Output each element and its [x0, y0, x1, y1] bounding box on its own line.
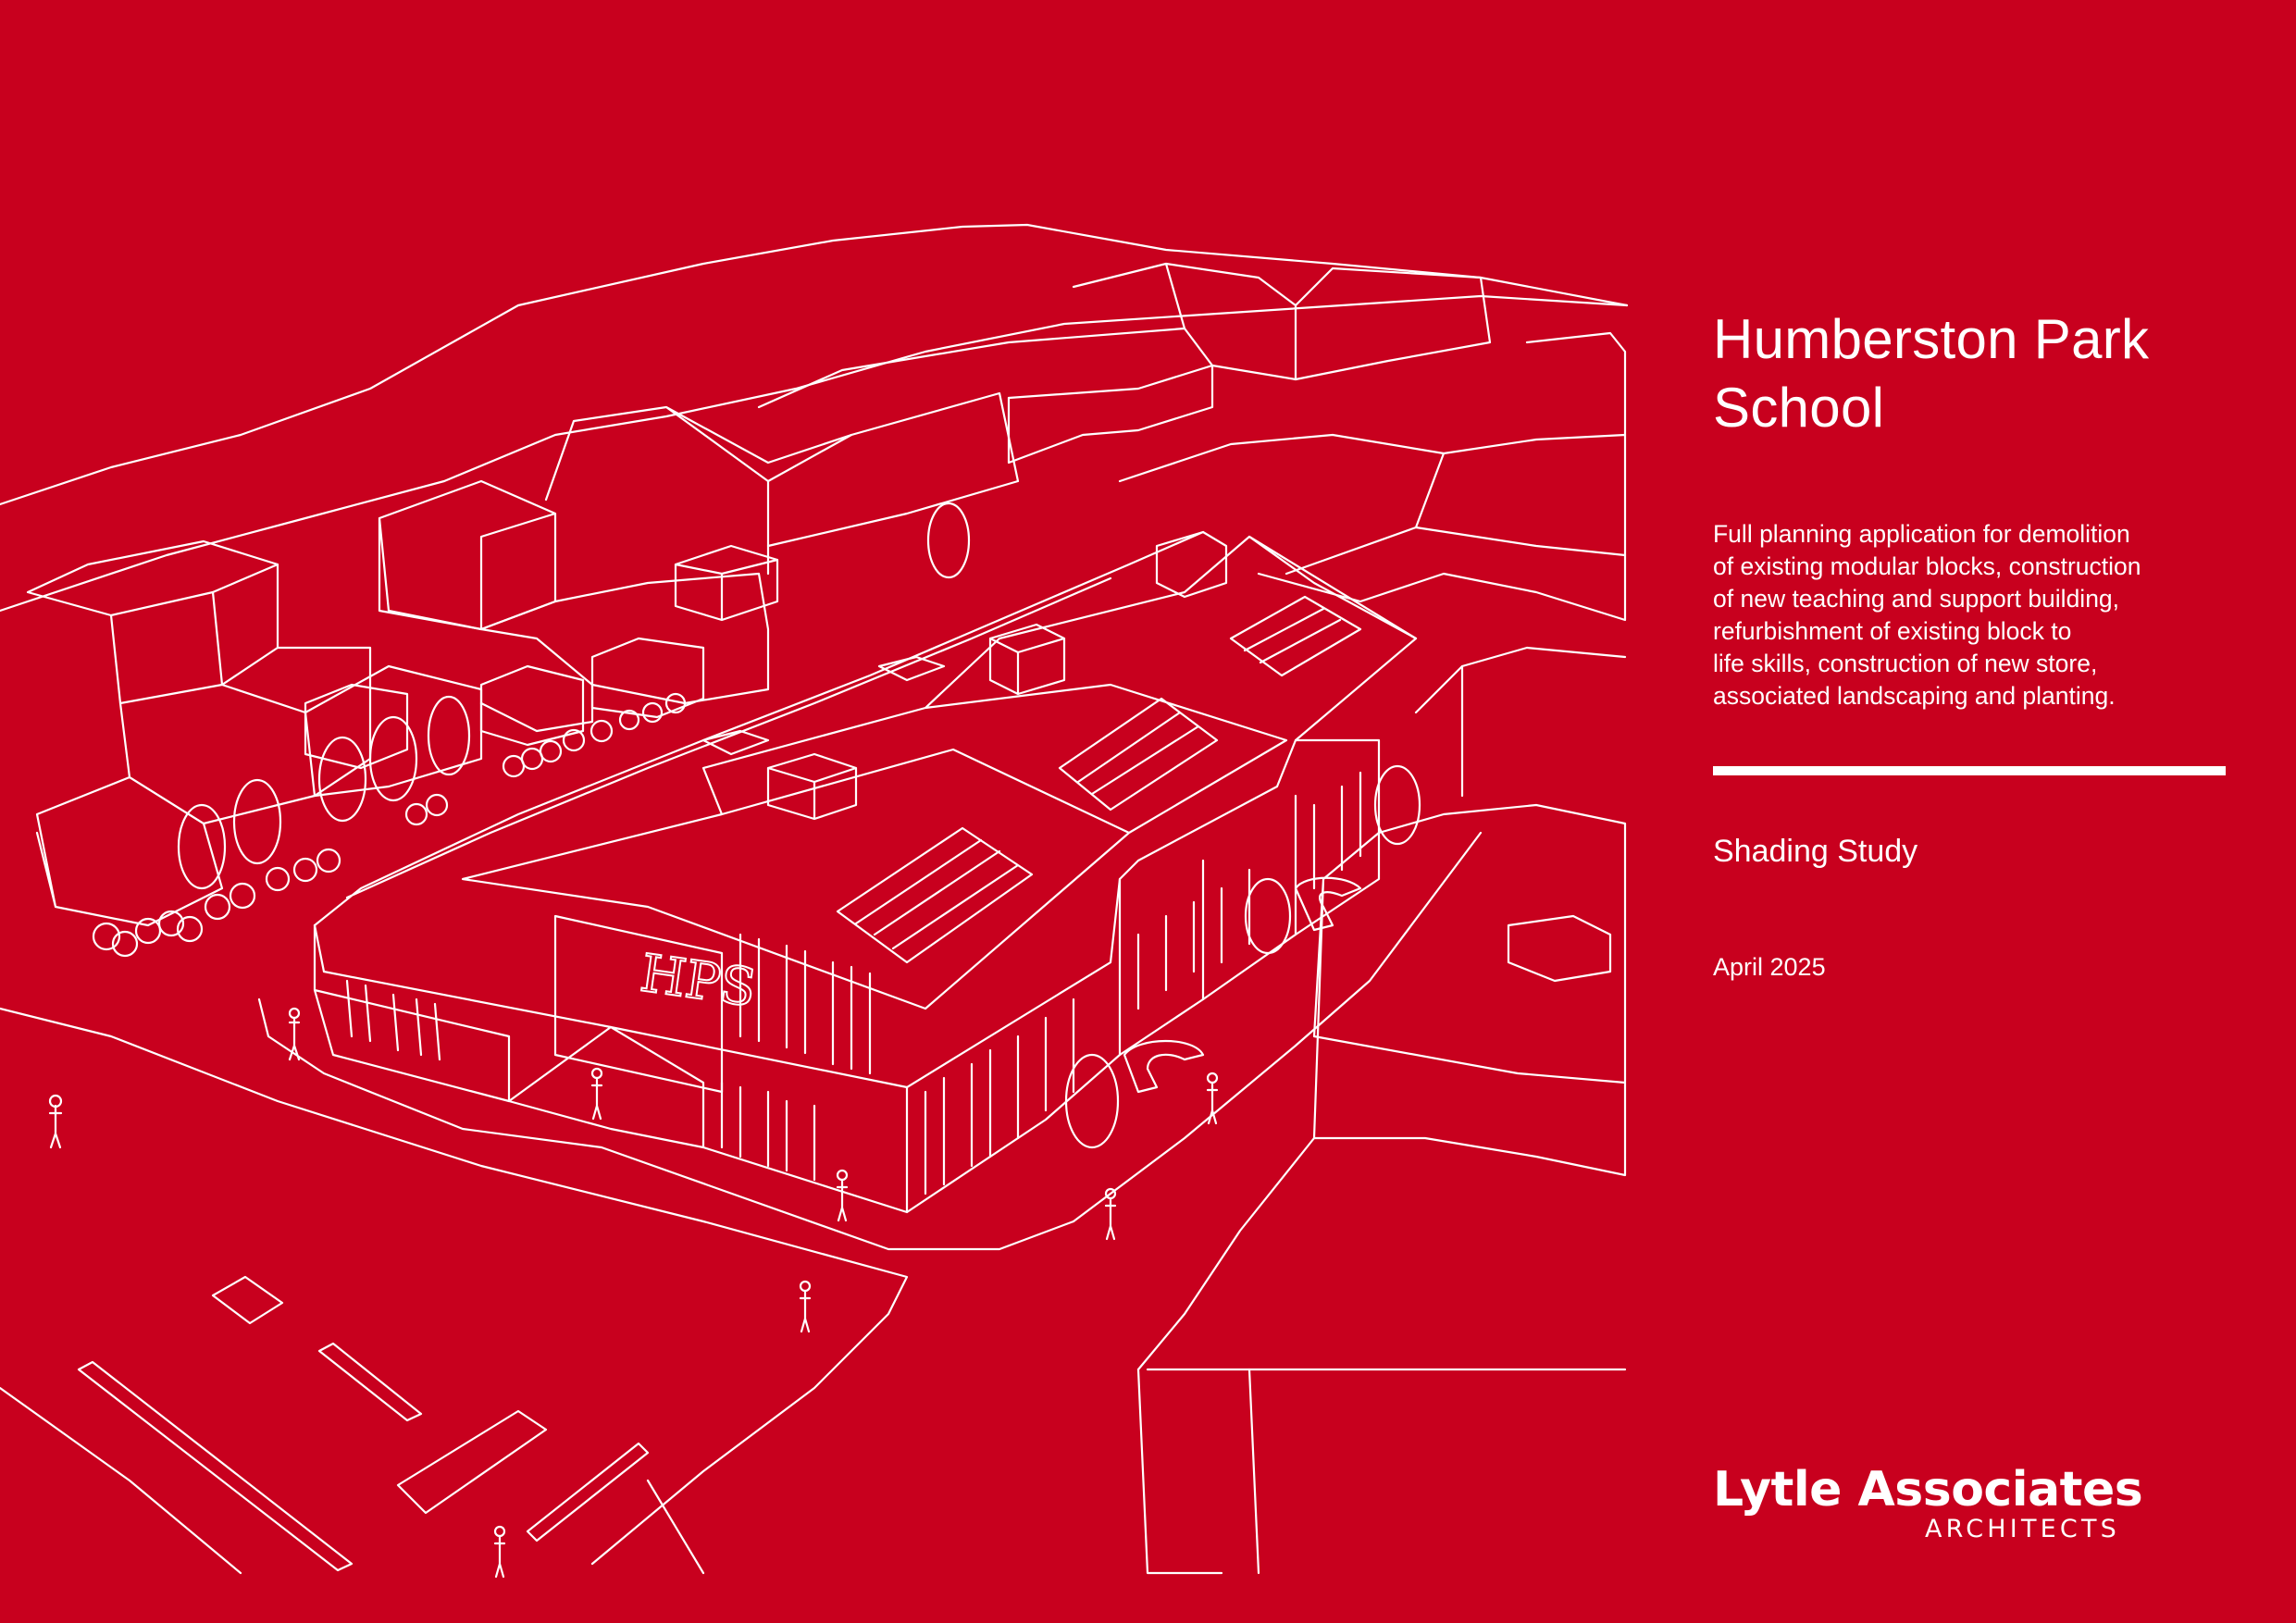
- description-line: life skills, construction of new store,: [1713, 650, 2098, 677]
- document-subtitle: Shading Study: [1713, 834, 1918, 869]
- people-figures: [50, 1009, 1217, 1577]
- right-building-5: [1508, 916, 1610, 981]
- walkway-strip: [315, 532, 1203, 925]
- description-line: of existing modular blocks, construction: [1713, 552, 2141, 580]
- parking-bay-4: [398, 1411, 546, 1513]
- back-row-line: [0, 296, 1627, 611]
- document-date: April 2025: [1713, 953, 1826, 981]
- house-block-7: [481, 574, 768, 703]
- ground-path-front: [0, 1009, 907, 1564]
- right-building-4: [1416, 648, 1625, 796]
- skyline-outline: [0, 225, 1627, 504]
- right-building-3: [1314, 805, 1625, 1175]
- description-line: Full planning application for demolition: [1713, 520, 2130, 548]
- project-title-line-1: Humberston Park: [1713, 308, 2150, 370]
- project-title: [1713, 305, 2231, 442]
- parking-bay-5: [527, 1443, 648, 1541]
- description-line: of new teaching and support building,: [1713, 585, 2120, 613]
- house-block-8: [546, 407, 851, 574]
- school-monogram: HPS: [637, 943, 760, 1020]
- house-block-1: [28, 541, 278, 703]
- right-building-6: [1138, 1138, 1625, 1573]
- right-building-2: [1286, 453, 1625, 574]
- main-building-roof-ridge: [463, 537, 1416, 1009]
- house-block-6: [389, 611, 592, 731]
- house-block-11: [1009, 365, 1212, 463]
- bench-1: [1124, 1041, 1203, 1092]
- solar-panels: [838, 597, 1360, 962]
- parking-bay-1: [213, 1277, 282, 1323]
- project-description: [1713, 518, 2231, 712]
- bench-2: [1296, 878, 1360, 930]
- house-block-2: [120, 648, 370, 824]
- cube-left-4: [305, 685, 407, 768]
- firm-logo-name: Lytle Associates: [1713, 1462, 2143, 1518]
- house-block-4: [37, 777, 222, 925]
- ground-path-right: [1074, 833, 1481, 1221]
- title-panel: [1713, 305, 2231, 983]
- main-building-roof-front: [315, 537, 1416, 1087]
- right-block-top: [1527, 333, 1625, 435]
- firm-logo-tagline: ARCHITECTS: [1924, 1515, 2120, 1543]
- roof-vents: [703, 532, 1226, 819]
- firm-logo: [1713, 1462, 2143, 1543]
- parking-bay-3: [319, 1344, 421, 1420]
- cube-left-1: [676, 546, 777, 620]
- house-block-9: [768, 393, 1018, 546]
- description-line: associated landscaping and planting.: [1713, 682, 2116, 710]
- description-line: refurbishment of existing block to: [1713, 617, 2072, 645]
- house-block-13: [1296, 268, 1490, 379]
- project-title-line-2: School: [1713, 377, 1885, 439]
- site-boundary: [0, 1369, 1259, 1573]
- main-building-wing-left: [315, 925, 611, 1101]
- parking-bay-2: [79, 1362, 352, 1570]
- divider-rule: [1713, 766, 2226, 775]
- house-block-5: [379, 481, 555, 629]
- house-block-3: [305, 666, 481, 796]
